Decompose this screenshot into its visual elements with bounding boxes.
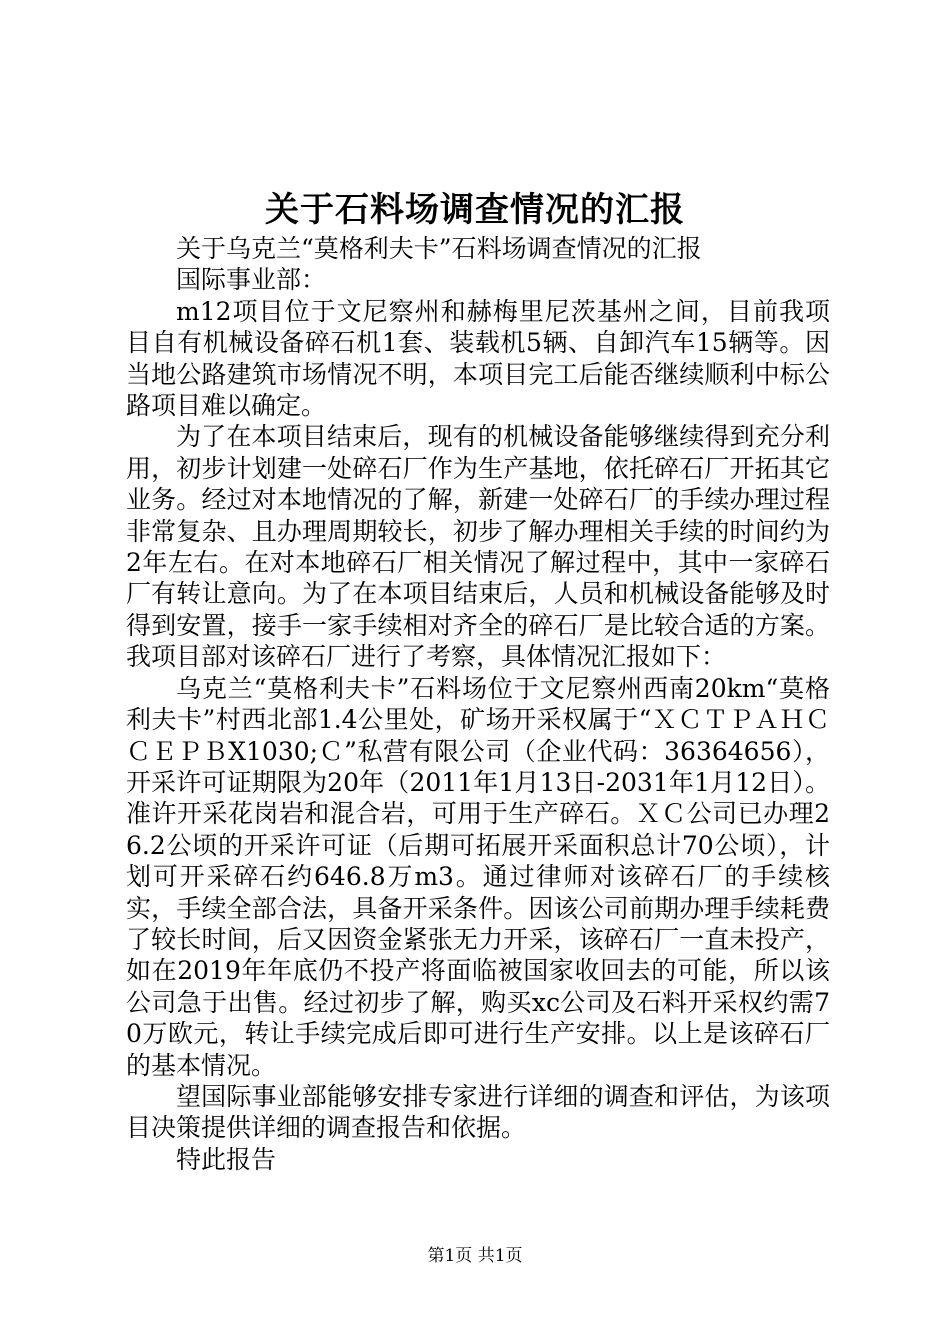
- paragraph-project-intro: m12项目位于文尼察州和赫梅里尼茨基州之间，目前我项目自有机械设备碎石机1套、装载机5辆、自卸汽车15辆等。因当地公路建筑市场情况不明，本项目完工后能否继续顺利中标公路项目难以确定。: [126, 296, 830, 421]
- paragraph-closing: 特此报告: [176, 1144, 277, 1174]
- document-body: [126, 233, 830, 1175]
- paragraph-request: 望国际事业部能够安排专家进行详细的调查和评估，为该项目决策提供详细的调查报告和依据。: [126, 1081, 830, 1143]
- paragraph-addressee: 国际事业部：: [176, 265, 327, 295]
- paragraph-plan: 为了在本项目结束后，现有的机械设备能够继续得到充分利用，初步计划建一处碎石厂作为生产基地，依托碎石厂开拓其它业务。经过对本地情况的了解，新建一处碎石厂的手续办理过程非常复杂、且办理周期较长，初步了解办理相关手续的时间约为2年左右。在对本地碎石厂相关情况了解过程中，其中一家碎石厂有转让意向。为了在本项目结束后，人员和机械设备能够及时得到安置，接手一家手续相对齐全的碎石厂是比较合适的方案。我项目部对该碎石厂进行了考察，具体情况汇报如下：: [126, 422, 830, 672]
- document-title: 关于石料场调查情况的汇报: [265, 190, 685, 230]
- page-number-footer: 第1页 共1页: [427, 1246, 523, 1266]
- paragraph-subtitle: 关于乌克兰“莫格利夫卡”石料场调查情况的汇报: [176, 234, 702, 263]
- paragraph-quarry-details: 乌克兰“莫格利夫卡”石料场位于文尼察州西南20km“莫格利夫卡”村西北部1.4公里处，矿场开采权属于“ＸＣＴＰＡＨＣＣＥＰＢX1030;Ｃ”私营有限公司（企业代码：36364656），开采许可证期限为20年（2011年1月13日-2031年1月12日）。准许开采花岗岩和混合岩，可用于生产碎石。ＸＣ公司已办理26.2公顷的开采许可证（后期可拓展开采面积总计70公顷），计划可开采碎石约646.8万m3。通过律师对该碎石厂的手续核实，手续全部合法，具备开采条件。因该公司前期办理手续耗费了较长时间，后又因资金紧张无力开采，该碎石厂一直未投产，如在2019年年底仍不投产将面临被国家收回去的可能，所以该公司急于出售。经过初步了解，购买xc公司及石料开采权约需70万欧元，转让手续完成后即可进行生产安排。以上是该碎石厂的基本情况。: [126, 673, 830, 1080]
